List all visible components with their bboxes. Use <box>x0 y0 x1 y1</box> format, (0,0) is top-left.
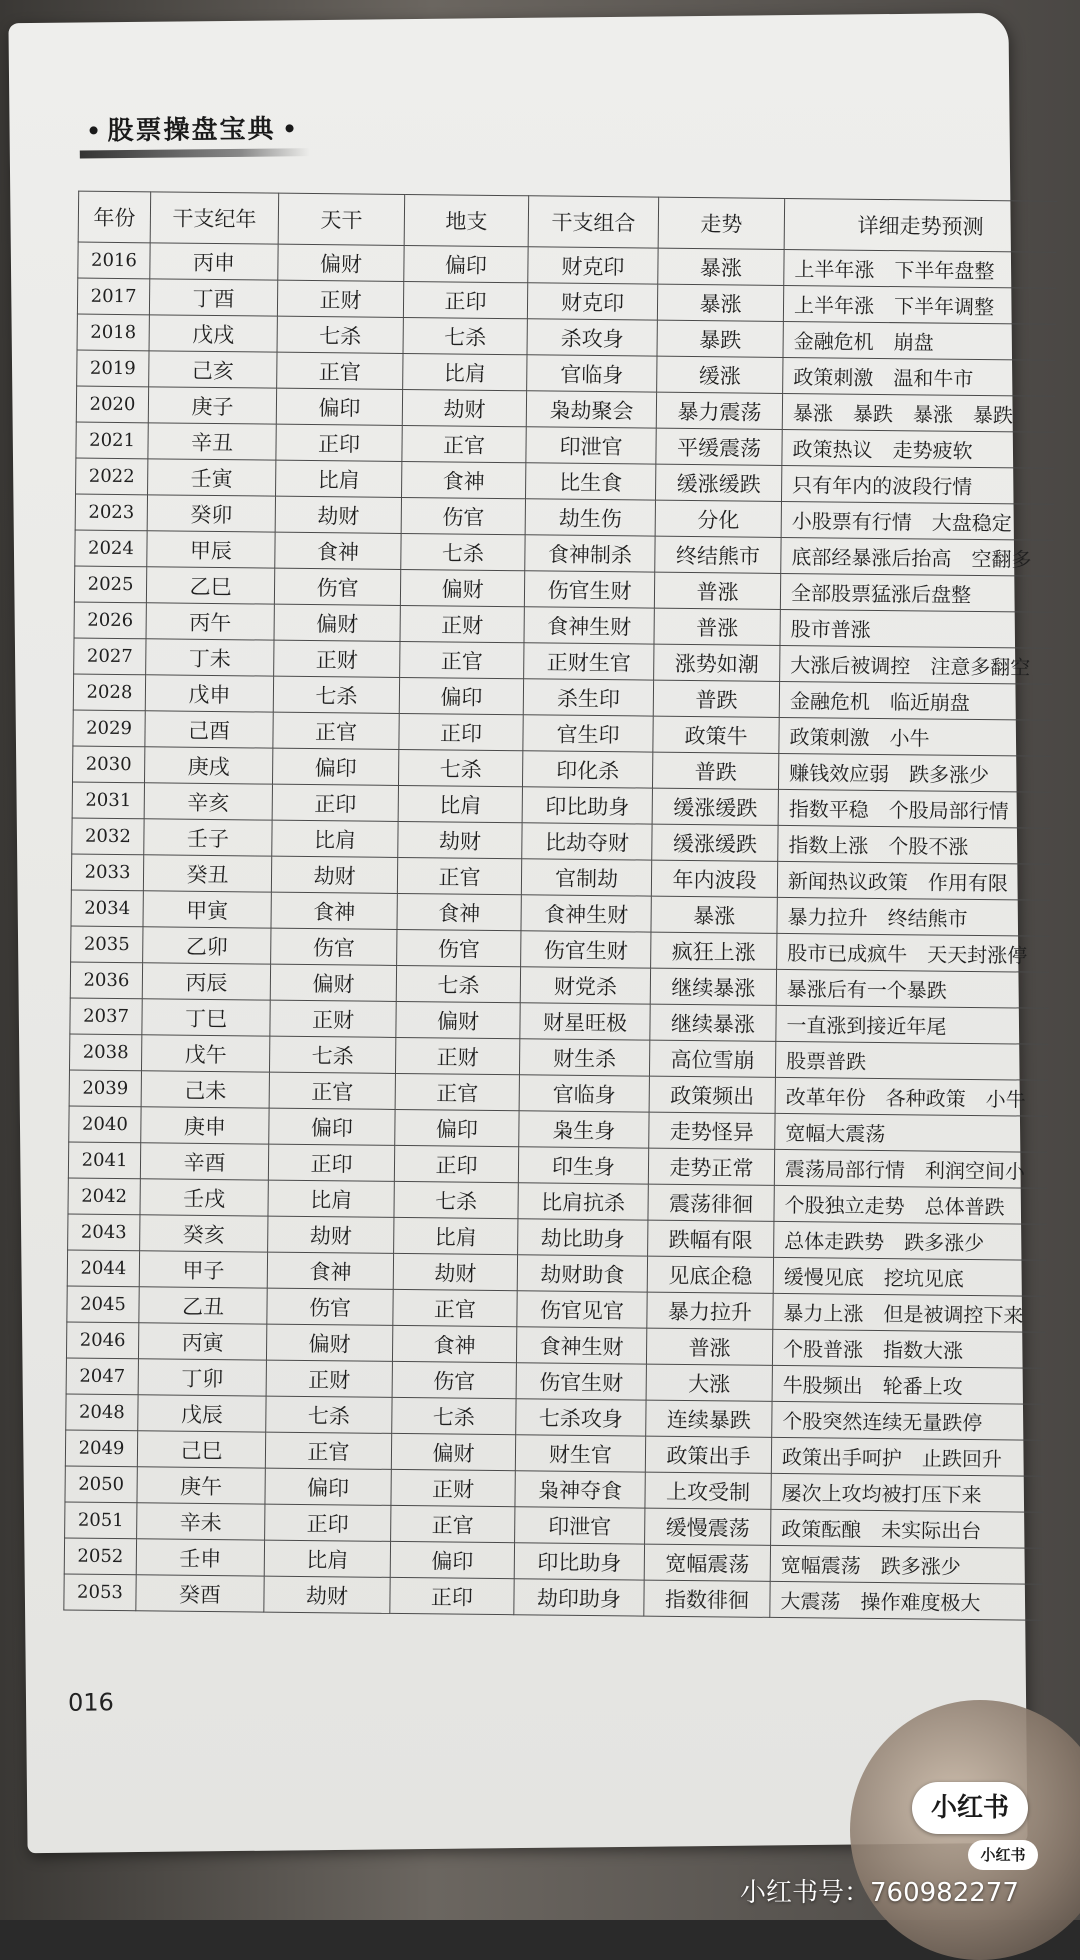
combo-cell: 食神生财 <box>524 607 654 644</box>
trend-cell: 缓慢震荡 <box>645 1508 771 1545</box>
column-header: 年份 <box>78 191 151 243</box>
detail-cell: 政策刺激 温和牛市 <box>783 357 1055 396</box>
combo-cell: 劫比助身 <box>518 1219 648 1256</box>
detail-cell: 底部经暴涨后抬高 空翻多 <box>781 537 1053 576</box>
combo-cell: 比劫夺财 <box>522 823 652 860</box>
tiangan-cell: 比肩 <box>268 1180 394 1217</box>
trend-cell: 普涨 <box>654 608 780 645</box>
year-cell: 2020 <box>76 386 148 423</box>
tiangan-cell: 偏财 <box>274 604 400 641</box>
year-cell: 2043 <box>68 1214 140 1251</box>
trend-cell: 暴力拉升 <box>647 1292 773 1329</box>
combo-cell: 伤官生财 <box>516 1363 646 1400</box>
year-cell: 2037 <box>70 998 142 1035</box>
ganzhi-cell: 壬寅 <box>148 459 276 496</box>
ganzhi-cell: 辛丑 <box>148 423 276 460</box>
year-cell: 2034 <box>71 890 143 927</box>
detail-cell: 总体走跌势 跌多涨少 <box>774 1221 1046 1260</box>
tiangan-cell: 偏印 <box>265 1468 391 1505</box>
tiangan-cell: 正印 <box>272 784 398 821</box>
trend-cell: 暴涨 <box>658 248 784 285</box>
ganzhi-cell: 乙卯 <box>143 927 271 964</box>
tiangan-cell: 正财 <box>274 640 400 677</box>
year-cell: 2049 <box>65 1430 137 1467</box>
combo-cell: 印泄官 <box>515 1507 645 1544</box>
dizhi-cell: 偏印 <box>404 245 528 282</box>
year-cell: 2026 <box>74 602 146 639</box>
tiangan-cell: 正官 <box>265 1432 391 1469</box>
dizhi-cell: 正印 <box>399 713 523 750</box>
ganzhi-cell: 甲寅 <box>143 891 271 928</box>
ganzhi-cell: 辛酉 <box>140 1143 268 1180</box>
tiangan-cell: 劫财 <box>275 496 401 533</box>
year-cell: 2033 <box>71 854 143 891</box>
ganzhi-cell: 甲子 <box>139 1251 267 1288</box>
combo-cell: 伤官生财 <box>524 571 654 608</box>
tiangan-cell: 劫财 <box>268 1216 394 1253</box>
detail-cell: 指数平稳 个股局部行情 <box>778 789 1050 828</box>
combo-cell: 财克印 <box>528 247 658 284</box>
ganzhi-cell: 丙午 <box>146 603 274 640</box>
year-cell: 2025 <box>74 566 146 603</box>
detail-cell: 政策刺激 小牛 <box>779 717 1051 756</box>
watermark-account-id: 小红书号：760982277 <box>740 1878 1019 1908</box>
column-header: 干支组合 <box>528 196 659 248</box>
dizhi-cell: 偏印 <box>399 677 523 714</box>
detail-cell: 宽幅震荡 跌多涨少 <box>770 1545 1042 1584</box>
detail-cell: 股市已成疯牛 天天封涨停 <box>777 933 1049 972</box>
combo-cell: 食神生财 <box>516 1327 646 1364</box>
ganzhi-cell: 癸丑 <box>143 855 271 892</box>
dizhi-cell: 七杀 <box>394 1181 518 1218</box>
combo-cell: 印生身 <box>518 1147 648 1184</box>
trend-cell: 涨势如潮 <box>654 644 780 681</box>
trend-cell: 普跌 <box>652 752 778 789</box>
trend-cell: 暴涨 <box>657 284 783 321</box>
dizhi-cell: 正财 <box>400 605 524 642</box>
dizhi-cell: 正官 <box>397 857 521 894</box>
ganzhi-cell: 己酉 <box>145 711 273 748</box>
detail-cell: 个股突然连续无量跌停 <box>772 1401 1044 1440</box>
tiangan-cell: 偏财 <box>278 244 404 281</box>
column-header: 天干 <box>278 193 405 245</box>
tiangan-cell: 正官 <box>277 352 403 389</box>
year-cell: 2024 <box>75 530 147 567</box>
ganzhi-cell: 戊辰 <box>138 1395 266 1432</box>
dizhi-cell: 比肩 <box>403 353 527 390</box>
year-cell: 2035 <box>71 926 143 963</box>
trend-cell: 见底企稳 <box>647 1256 773 1293</box>
ganzhi-cell: 庚子 <box>148 387 276 424</box>
combo-cell: 枭神夺食 <box>515 1471 645 1508</box>
detail-cell: 政策出手呵护 止跌回升 <box>771 1437 1043 1476</box>
tiangan-cell: 劫财 <box>271 856 397 893</box>
dizhi-cell: 偏印 <box>395 1109 519 1146</box>
book-title: 股票操盘宝典 <box>107 114 276 147</box>
dizhi-cell: 正官 <box>395 1073 519 1110</box>
year-cell: 2030 <box>73 746 145 783</box>
ganzhi-cell: 戊戌 <box>149 315 277 352</box>
ganzhi-cell: 丁酉 <box>149 279 277 316</box>
combo-cell: 印比助身 <box>522 787 652 824</box>
trend-cell: 年内波段 <box>651 860 777 897</box>
bullet-dot <box>90 126 98 134</box>
detail-cell: 金融危机 临近崩盘 <box>779 681 1051 720</box>
detail-cell: 大震荡 操作难度极大 <box>770 1581 1042 1620</box>
tiangan-cell: 正官 <box>269 1072 395 1109</box>
ganzhi-cell: 壬子 <box>144 819 272 856</box>
trend-cell: 普涨 <box>646 1328 772 1365</box>
tiangan-cell: 七杀 <box>269 1036 395 1073</box>
year-cell: 2048 <box>66 1394 138 1431</box>
detail-cell: 暴涨 暴跌 暴涨 暴跌 <box>782 393 1054 432</box>
detail-cell: 政策热议 走势疲软 <box>782 429 1054 468</box>
year-cell: 2028 <box>73 674 145 711</box>
dizhi-cell: 伤官 <box>397 929 521 966</box>
tiangan-cell: 正印 <box>268 1144 394 1181</box>
combo-cell: 官临身 <box>519 1075 649 1112</box>
year-cell: 2040 <box>69 1106 141 1143</box>
column-header: 详细走势预测 <box>784 198 1057 252</box>
combo-cell: 财党杀 <box>520 967 650 1004</box>
ganzhi-cell: 庚午 <box>137 1467 265 1504</box>
detail-cell: 震荡局部行情 利润空间小 <box>774 1149 1046 1188</box>
dizhi-cell: 食神 <box>402 461 526 498</box>
ganzhi-cell: 乙丑 <box>139 1287 267 1324</box>
ganzhi-cell: 壬戌 <box>140 1179 268 1216</box>
tiangan-cell: 正官 <box>273 712 399 749</box>
ganzhi-cell: 庚申 <box>141 1107 269 1144</box>
ganzhi-cell: 壬申 <box>136 1539 264 1576</box>
trend-cell: 分化 <box>655 500 781 537</box>
fortune-table <box>63 191 1056 1621</box>
year-cell: 2041 <box>68 1142 140 1179</box>
dizhi-cell: 劫财 <box>402 389 526 426</box>
tiangan-cell: 劫财 <box>264 1576 390 1613</box>
dizhi-cell: 偏印 <box>390 1541 514 1578</box>
trend-cell: 上攻受制 <box>645 1472 771 1509</box>
tiangan-cell: 七杀 <box>277 316 403 353</box>
ganzhi-cell: 丙申 <box>150 243 278 280</box>
trend-cell: 平缓震荡 <box>656 428 782 465</box>
detail-cell: 股票普跌 <box>775 1041 1047 1080</box>
dizhi-cell: 正官 <box>402 425 526 462</box>
combo-cell: 财克印 <box>527 283 657 320</box>
detail-cell: 暴力拉升 终结熊市 <box>777 897 1049 936</box>
detail-cell: 个股独立走势 总体普跌 <box>774 1185 1046 1224</box>
year-cell: 2042 <box>68 1178 140 1215</box>
watermark-logo-small: 小红书 <box>968 1840 1038 1870</box>
ganzhi-cell: 丁卯 <box>138 1359 266 1396</box>
year-cell: 2018 <box>77 314 149 351</box>
combo-cell: 官临身 <box>527 355 657 392</box>
trend-cell: 缓涨缓跌 <box>655 464 781 501</box>
detail-cell: 赚钱效应弱 跌多涨少 <box>778 753 1050 792</box>
trend-cell: 高位雪崩 <box>649 1040 775 1077</box>
ganzhi-cell: 乙巳 <box>146 567 274 604</box>
tiangan-cell: 食神 <box>271 892 397 929</box>
dizhi-cell: 偏财 <box>400 569 524 606</box>
trend-cell: 暴跌 <box>657 320 783 357</box>
trend-cell: 政策频出 <box>649 1076 775 1113</box>
detail-cell: 宽幅大震荡 <box>775 1113 1047 1152</box>
year-cell: 2031 <box>72 782 144 819</box>
trend-cell: 继续暴涨 <box>650 1004 776 1041</box>
detail-cell: 上半年涨 下半年盘整 <box>784 249 1056 288</box>
dizhi-cell: 七杀 <box>403 317 527 354</box>
detail-cell: 缓慢见底 挖坑见底 <box>773 1257 1045 1296</box>
year-cell: 2017 <box>77 278 149 315</box>
tiangan-cell: 偏财 <box>270 964 396 1001</box>
running-header <box>79 108 303 147</box>
dizhi-cell: 食神 <box>392 1325 516 1362</box>
trend-cell: 走势怪异 <box>649 1112 775 1149</box>
tiangan-cell: 伤官 <box>274 568 400 605</box>
year-cell: 2046 <box>66 1322 138 1359</box>
year-cell: 2022 <box>76 458 148 495</box>
combo-cell: 财星旺极 <box>520 1003 650 1040</box>
combo-cell: 劫印助身 <box>514 1579 644 1616</box>
trend-cell: 震荡徘徊 <box>648 1184 774 1221</box>
dizhi-cell: 正印 <box>390 1577 514 1614</box>
detail-cell: 牛股频出 轮番上攻 <box>772 1365 1044 1404</box>
detail-cell: 小股票有行情 大盘稳定 <box>781 501 1053 540</box>
dizhi-cell: 比肩 <box>398 785 522 822</box>
trend-cell: 终结熊市 <box>655 536 781 573</box>
ganzhi-cell: 丙寅 <box>138 1323 266 1360</box>
detail-cell: 股市普涨 <box>780 609 1052 648</box>
year-cell: 2052 <box>64 1538 136 1575</box>
ganzhi-cell: 癸卯 <box>147 495 275 532</box>
combo-cell: 财生官 <box>515 1435 645 1472</box>
combo-cell: 印泄官 <box>526 427 656 464</box>
trend-cell: 暴涨 <box>651 896 777 933</box>
trend-cell: 普涨 <box>654 572 780 609</box>
dizhi-cell: 比肩 <box>394 1217 518 1254</box>
ganzhi-cell: 辛亥 <box>144 783 272 820</box>
ganzhi-cell: 己亥 <box>149 351 277 388</box>
detail-cell: 政策酝酿 未实际出台 <box>771 1509 1043 1548</box>
tiangan-cell: 比肩 <box>276 460 402 497</box>
ganzhi-cell: 丁巳 <box>142 999 270 1036</box>
table-body <box>64 242 1056 1620</box>
page-number: 016 <box>67 1688 114 1717</box>
dizhi-cell: 偏财 <box>396 1001 520 1038</box>
detail-cell: 全部股票猛涨后盘整 <box>780 573 1052 612</box>
combo-cell: 食神制杀 <box>525 535 655 572</box>
detail-cell: 上半年涨 下半年调整 <box>783 285 1055 324</box>
dizhi-cell: 七杀 <box>392 1397 516 1434</box>
trend-cell: 指数徘徊 <box>644 1580 770 1617</box>
trend-cell: 政策牛 <box>653 716 779 753</box>
dizhi-cell: 七杀 <box>396 965 520 1002</box>
ganzhi-cell: 庚戌 <box>145 747 273 784</box>
year-cell: 2050 <box>65 1466 137 1503</box>
dizhi-cell: 正印 <box>403 281 527 318</box>
tiangan-cell: 偏印 <box>276 388 402 425</box>
ganzhi-cell: 辛未 <box>137 1503 265 1540</box>
ganzhi-cell: 癸酉 <box>136 1575 264 1612</box>
year-cell: 2021 <box>76 422 148 459</box>
trend-cell: 缓涨 <box>657 356 783 393</box>
trend-cell: 政策出手 <box>645 1436 771 1473</box>
combo-cell: 伤官生财 <box>521 931 651 968</box>
detail-cell: 屡次上攻均被打压下来 <box>771 1473 1043 1512</box>
tiangan-cell: 七杀 <box>266 1396 392 1433</box>
tiangan-cell: 七杀 <box>273 676 399 713</box>
header-underline <box>80 148 310 158</box>
combo-cell: 印比助身 <box>514 1543 644 1580</box>
dizhi-cell: 正官 <box>400 641 524 678</box>
year-cell: 2045 <box>67 1286 139 1323</box>
year-cell: 2039 <box>69 1070 141 1107</box>
combo-cell: 比肩抗杀 <box>518 1183 648 1220</box>
detail-cell: 大涨后被调控 注意多翻空 <box>780 645 1052 684</box>
column-header: 地支 <box>404 194 529 246</box>
tiangan-cell: 偏印 <box>269 1108 395 1145</box>
tiangan-cell: 食神 <box>275 532 401 569</box>
dizhi-cell: 七杀 <box>398 749 522 786</box>
detail-cell: 暴涨后有一个暴跌 <box>776 969 1048 1008</box>
detail-cell: 金融危机 崩盘 <box>783 321 1055 360</box>
tiangan-cell: 比肩 <box>264 1540 390 1577</box>
combo-cell: 印化杀 <box>522 751 652 788</box>
book-page <box>8 13 1032 1853</box>
detail-cell: 改革年份 各种政策 小牛 <box>775 1077 1047 1116</box>
trend-cell: 宽幅震荡 <box>644 1544 770 1581</box>
year-cell: 2027 <box>74 638 146 675</box>
tiangan-cell: 偏印 <box>272 748 398 785</box>
trend-cell: 普跌 <box>653 680 779 717</box>
column-header: 走势 <box>658 197 785 249</box>
dizhi-cell: 正财 <box>391 1469 515 1506</box>
dizhi-cell: 食神 <box>397 893 521 930</box>
year-cell: 2029 <box>73 710 145 747</box>
combo-cell: 杀生印 <box>523 679 653 716</box>
year-cell: 2047 <box>66 1358 138 1395</box>
detail-cell: 新闻热议政策 作用有限 <box>777 861 1049 900</box>
tiangan-cell: 正印 <box>265 1504 391 1541</box>
trend-cell: 大涨 <box>646 1364 772 1401</box>
watermark-logo: 小红书 <box>912 1782 1028 1834</box>
trend-cell: 暴力震荡 <box>656 392 782 429</box>
dizhi-cell: 正官 <box>391 1505 515 1542</box>
year-cell: 2032 <box>72 818 144 855</box>
tiangan-cell: 正印 <box>276 424 402 461</box>
bullet-dot <box>286 124 294 132</box>
tiangan-cell: 食神 <box>267 1252 393 1289</box>
tiangan-cell: 正财 <box>277 280 403 317</box>
ganzhi-cell: 戊午 <box>141 1035 269 1072</box>
column-header: 干支纪年 <box>150 192 279 244</box>
trend-cell: 跌幅有限 <box>648 1220 774 1257</box>
dizhi-cell: 劫财 <box>393 1253 517 1290</box>
year-cell: 2044 <box>67 1250 139 1287</box>
trend-cell: 疯狂上涨 <box>651 932 777 969</box>
dizhi-cell: 偏财 <box>391 1433 515 1470</box>
dizhi-cell: 伤官 <box>401 497 525 534</box>
combo-cell: 官生印 <box>523 715 653 752</box>
year-cell: 2016 <box>78 242 150 279</box>
combo-cell: 伤官见官 <box>517 1291 647 1328</box>
dizhi-cell: 七杀 <box>401 533 525 570</box>
ganzhi-cell: 己未 <box>141 1071 269 1108</box>
trend-cell: 缓涨缓跌 <box>652 788 778 825</box>
combo-cell: 食神生财 <box>521 895 651 932</box>
combo-cell: 七杀攻身 <box>516 1399 646 1436</box>
ganzhi-cell: 丁未 <box>146 639 274 676</box>
tiangan-cell: 伤官 <box>267 1288 393 1325</box>
tiangan-cell: 偏财 <box>266 1324 392 1361</box>
dizhi-cell: 伤官 <box>392 1361 516 1398</box>
combo-cell: 比生食 <box>525 463 655 500</box>
ganzhi-cell: 丙辰 <box>142 963 270 1000</box>
dizhi-cell: 正印 <box>394 1145 518 1182</box>
dizhi-cell: 正财 <box>395 1037 519 1074</box>
dizhi-cell: 正官 <box>393 1289 517 1326</box>
combo-cell: 杀攻身 <box>527 319 657 356</box>
detail-cell: 个股普涨 指数大涨 <box>772 1329 1044 1368</box>
trend-cell: 缓涨缓跌 <box>652 824 778 861</box>
table-container <box>63 191 1056 1621</box>
ganzhi-cell: 甲辰 <box>147 531 275 568</box>
ganzhi-cell: 己巳 <box>137 1431 265 1468</box>
year-cell: 2051 <box>65 1502 137 1539</box>
year-cell: 2038 <box>69 1034 141 1071</box>
tiangan-cell: 比肩 <box>272 820 398 857</box>
ganzhi-cell: 戊申 <box>145 675 273 712</box>
tiangan-cell: 伤官 <box>271 928 397 965</box>
year-cell: 2023 <box>75 494 147 531</box>
combo-cell: 正财生官 <box>524 643 654 680</box>
year-cell: 2053 <box>64 1574 136 1611</box>
tiangan-cell: 正财 <box>270 1000 396 1037</box>
detail-cell: 只有年内的波段行情 <box>781 465 1053 504</box>
combo-cell: 劫生伤 <box>525 499 655 536</box>
combo-cell: 劫财助食 <box>517 1255 647 1292</box>
trend-cell: 连续暴跌 <box>646 1400 772 1437</box>
trend-cell: 继续暴涨 <box>650 968 776 1005</box>
ganzhi-cell: 癸亥 <box>140 1215 268 1252</box>
detail-cell: 指数上涨 个股不涨 <box>778 825 1050 864</box>
year-cell: 2019 <box>77 350 149 387</box>
combo-cell: 财生杀 <box>519 1039 649 1076</box>
dizhi-cell: 劫财 <box>398 821 522 858</box>
combo-cell: 枭劫聚会 <box>526 391 656 428</box>
detail-cell: 暴力上涨 但是被调控下来 <box>773 1293 1045 1332</box>
detail-cell: 一直涨到接近年尾 <box>776 1005 1048 1044</box>
combo-cell: 官制劫 <box>521 859 651 896</box>
combo-cell: 枭生身 <box>519 1111 649 1148</box>
year-cell: 2036 <box>70 962 142 999</box>
tiangan-cell: 正财 <box>266 1360 392 1397</box>
trend-cell: 走势正常 <box>648 1148 774 1185</box>
